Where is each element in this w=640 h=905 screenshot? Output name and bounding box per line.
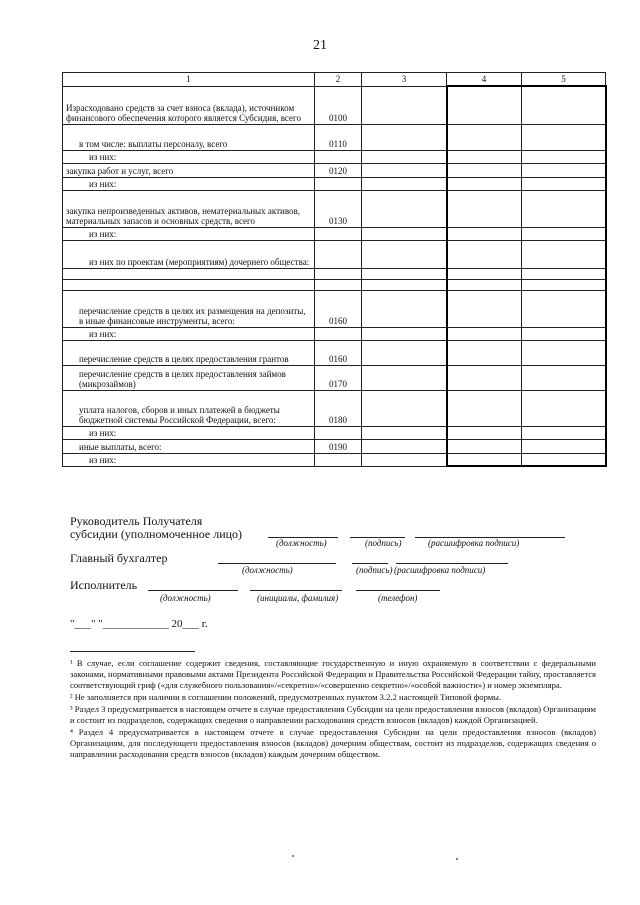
row-code: 0100	[315, 86, 362, 124]
table-row	[63, 163, 606, 177]
exec-position-line[interactable]	[148, 590, 238, 591]
row-code	[315, 177, 362, 190]
table-row	[63, 327, 606, 340]
header-col-3: 3	[362, 73, 447, 87]
row-code: 0180	[315, 390, 362, 426]
cell-col-4[interactable]	[447, 453, 522, 466]
page-number: 21	[313, 38, 327, 53]
cell-col-4[interactable]	[447, 240, 522, 268]
row-label: перечисление средств в целях предоставления грантов	[63, 340, 315, 365]
scan-speck	[292, 855, 294, 857]
cell-col-4[interactable]	[447, 327, 522, 340]
executor-label: Исполнитель	[70, 578, 138, 592]
cell-col-4[interactable]	[447, 439, 522, 453]
cell-col-5[interactable]	[522, 365, 606, 390]
head-cap-signature: (подпись)	[365, 538, 402, 548]
exec-cap-position: (должность)	[160, 593, 211, 603]
cell-col-5[interactable]	[522, 124, 606, 150]
row-code: 0130	[315, 190, 362, 227]
header-col-5: 5	[522, 73, 606, 87]
cell-col-4[interactable]	[447, 279, 522, 290]
head-label-1: Руководитель Получателя	[70, 514, 203, 528]
table-row	[63, 390, 606, 426]
cell-col-3[interactable]	[362, 327, 447, 340]
cell-col-5[interactable]	[522, 227, 606, 240]
row-label: Израсходовано средств за счет взноса (вклада), источником финансового обеспечения которого является Субсидия, всего	[63, 86, 315, 124]
table-row	[63, 190, 606, 227]
table-row	[63, 290, 606, 327]
cell-col-5[interactable]	[522, 327, 606, 340]
row-code: 0170	[315, 365, 362, 390]
row-label: из них:	[63, 227, 315, 240]
footnote-2: ² Не заполняется при наличии в соглашении положений, предусмотренных пунктом 3.2.2 настоящей Типовой формы.	[70, 692, 502, 702]
cell-col-3[interactable]	[362, 340, 447, 365]
cell-col-3[interactable]	[362, 240, 447, 268]
head-cap-position: (должность)	[276, 538, 327, 548]
cell-col-5[interactable]	[522, 177, 606, 190]
cell-col-4[interactable]	[447, 227, 522, 240]
cell-col-5[interactable]	[522, 150, 606, 163]
row-code: 0160	[315, 340, 362, 365]
head-cap-decoding: (расшифровка подписи)	[428, 538, 520, 548]
cell-col-3[interactable]	[362, 390, 447, 426]
row-code	[315, 268, 362, 279]
exec-cap-initials: (инициалы, фамилия)	[257, 593, 339, 603]
cell-col-3[interactable]	[362, 150, 447, 163]
table-row	[63, 340, 606, 365]
row-label: из них:	[63, 426, 315, 439]
exec-initials-line[interactable]	[250, 590, 342, 591]
cell-col-4[interactable]	[447, 177, 522, 190]
table-row	[63, 86, 606, 124]
cell-col-5[interactable]	[522, 340, 606, 365]
cell-col-3[interactable]	[362, 439, 447, 453]
header-col-2: 2	[315, 73, 362, 87]
table-row	[63, 268, 606, 279]
cell-col-5[interactable]	[522, 390, 606, 426]
cell-col-4[interactable]	[447, 290, 522, 327]
table-row	[63, 124, 606, 150]
row-code: 0120	[315, 163, 362, 177]
cell-col-4[interactable]	[447, 390, 522, 426]
row-code	[315, 453, 362, 466]
expenditure-table	[62, 72, 607, 467]
table-row	[63, 177, 606, 190]
row-code: 0190	[315, 439, 362, 453]
cell-col-5[interactable]	[522, 426, 606, 439]
row-label: перечисление средств в целях предоставления займов (микрозаймов)	[63, 365, 315, 390]
footnote-4: ⁴ Раздел 4 предусматривается в настоящем отчете в случае предоставления Субсидии на цели предоставления взносов (вкладов) Организациям, для последующего предоставления взносов (вкладов) дочерним обществам, состоит из подразделов, содержащих сведения о направлении расходования средств взносов (вкладов) каждым дочерним обществом.	[70, 727, 596, 759]
cell-col-4[interactable]	[447, 86, 522, 124]
date-line: "___" "____________ 20___ г.	[70, 618, 208, 630]
cell-col-5[interactable]	[522, 268, 606, 279]
cell-col-3[interactable]	[362, 227, 447, 240]
footnotes	[70, 658, 596, 761]
cell-col-3[interactable]	[362, 426, 447, 439]
table-row	[63, 240, 606, 268]
row-label	[63, 268, 315, 279]
row-label: закупка непроизведенных активов, нематериальных активов, материальных запасов и основных средств, всего	[63, 190, 315, 227]
cell-col-3[interactable]	[362, 268, 447, 279]
exec-phone-line[interactable]	[356, 590, 440, 591]
acc-signature-line[interactable]	[352, 563, 388, 564]
acc-cap-signature: (подпись)	[356, 565, 393, 575]
cell-col-5[interactable]	[522, 279, 606, 290]
row-label: из них:	[63, 177, 315, 190]
cell-col-3[interactable]	[362, 190, 447, 227]
table-row	[63, 227, 606, 240]
row-label: закупка работ и услуг, всего	[63, 163, 315, 177]
row-label: иные выплаты, всего:	[63, 439, 315, 453]
cell-col-3[interactable]	[362, 86, 447, 124]
row-code	[315, 327, 362, 340]
cell-col-4[interactable]	[447, 150, 522, 163]
cell-col-3[interactable]	[362, 124, 447, 150]
table-row	[63, 453, 606, 466]
cell-col-3[interactable]	[362, 453, 447, 466]
table-row	[63, 150, 606, 163]
cell-col-4[interactable]	[447, 365, 522, 390]
row-code	[315, 150, 362, 163]
accountant-label: Главный бухгалтер	[70, 551, 168, 565]
cell-col-5[interactable]	[522, 190, 606, 227]
row-code: 0160	[315, 290, 362, 327]
row-code	[315, 279, 362, 290]
row-label: перечисление средств в целях их размещения на депозиты, в иные финансовые инструменты, всего:	[63, 290, 315, 327]
footnote-1: ¹ В случае, если соглашение содержит сведения, составляющие государственную и иную охраняемую в соответствии с федеральными законами, нормативными правовыми актами Президента Российской Федерации и Правительства Российской Федерации тайну, проставляется соответствующий гриф («для служебного пользования»/«секретно»/«совершенно секретно»/«особой важности») и номер экземпляра.	[70, 658, 596, 690]
table-row	[63, 426, 606, 439]
acc-position-line[interactable]	[218, 563, 336, 564]
row-label: в том числе: выплаты персоналу, всего	[63, 124, 315, 150]
exec-cap-phone: (телефон)	[378, 593, 418, 603]
table-row	[63, 365, 606, 390]
cell-col-3[interactable]	[362, 163, 447, 177]
acc-cap-decoding: (расшифровка подписи)	[394, 565, 486, 575]
cell-col-5[interactable]	[522, 453, 606, 466]
cell-col-3[interactable]	[362, 365, 447, 390]
acc-cap-position: (должность)	[242, 565, 293, 575]
scan-speck	[456, 858, 458, 860]
cell-col-4[interactable]	[447, 124, 522, 150]
head-label-2: субсидии (уполномоченное лицо)	[70, 527, 243, 541]
row-label	[63, 279, 315, 290]
row-code	[315, 227, 362, 240]
acc-decoding-line[interactable]	[396, 563, 508, 564]
table-row	[63, 279, 606, 290]
footnote-3: ³ Раздел 3 предусматривается в настоящем отчете в случае предоставления Субсидии на цели предоставления взносов (вкладов) Организациям и состоит из подразделов, содержащих сведения о направлении расходования средств взносов (вкладов) каждой Организацией.	[70, 704, 596, 725]
cell-col-3[interactable]	[362, 279, 447, 290]
cell-col-3[interactable]	[362, 290, 447, 327]
cell-col-5[interactable]	[522, 240, 606, 268]
row-label: уплата налогов, сборов и иных платежей в бюджеты бюджетной системы Российской Федерации, всего:	[63, 390, 315, 426]
header-col-1: 1	[63, 73, 315, 87]
cell-col-4[interactable]	[447, 268, 522, 279]
cell-col-5[interactable]	[522, 290, 606, 327]
row-label: из них:	[63, 453, 315, 466]
table-row	[63, 439, 606, 453]
footnote-separator	[70, 651, 195, 652]
cell-col-5[interactable]	[522, 163, 606, 177]
row-code	[315, 240, 362, 268]
cell-col-5[interactable]	[522, 86, 606, 124]
row-label: из них:	[63, 150, 315, 163]
row-code: 0110	[315, 124, 362, 150]
cell-col-3[interactable]	[362, 177, 447, 190]
cell-col-4[interactable]	[447, 426, 522, 439]
row-code	[315, 426, 362, 439]
row-label: из них по проектам (мероприятиям) дочернего общества:	[63, 240, 315, 268]
table-header-row	[63, 73, 606, 87]
cell-col-4[interactable]	[447, 190, 522, 227]
row-label: из них:	[63, 327, 315, 340]
header-col-4: 4	[447, 73, 522, 87]
cell-col-5[interactable]	[522, 439, 606, 453]
cell-col-4[interactable]	[447, 163, 522, 177]
cell-col-4[interactable]	[447, 340, 522, 365]
